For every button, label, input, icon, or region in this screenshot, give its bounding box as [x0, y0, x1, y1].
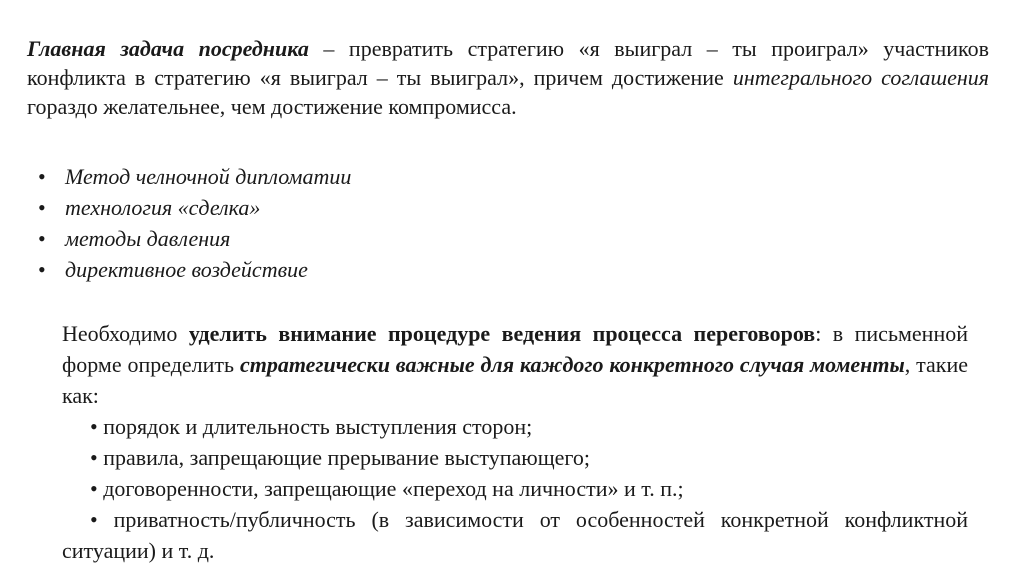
bullet-icon: • [38, 164, 46, 189]
procedure-item: • правила, запрещающие прерывание выступающего; [90, 445, 590, 470]
procedure-paragraph [62, 318, 968, 566]
procedure-bold: уделить внимание процедуре ведения процесса переговоров [188, 321, 816, 346]
intro-text-1: – превратить стратегию «я выиграл – ты проиграл» участников конфликта в стратегию «я выиграл – ты выиграл», причем достижение [27, 36, 989, 90]
intro-text-2: гораздо желательнее, чем достижение компромисса. [27, 94, 517, 119]
procedure-item: • приватность/публичность (в зависимости от особенностей конкретной конфликтной ситуации) и т. д. [62, 507, 968, 563]
list-item [38, 223, 351, 254]
procedure-text-1: Необходимо [62, 321, 189, 346]
procedure-text-2: : в письменной форме определить [62, 321, 968, 377]
list-item [38, 161, 351, 192]
method-label: методы давления [65, 226, 231, 251]
method-label: технология «сделка» [65, 195, 261, 220]
procedure-text-3: , такие как: [62, 352, 969, 408]
method-label: директивное воздействие [65, 257, 308, 282]
intro-term: Главная задача посредника [27, 36, 309, 61]
procedure-item: • договоренности, запрещающие «переход на личности» и т. п.; [90, 476, 684, 501]
list-item [38, 192, 351, 223]
bullet-icon: • [38, 257, 46, 282]
procedure-item: • порядок и длительность выступления сторон; [90, 414, 533, 439]
method-label: Метод челночной дипломатии [65, 164, 352, 189]
methods-list [38, 161, 351, 285]
intro-paragraph [27, 34, 989, 121]
procedure-bold-italic: стратегически важные для каждого конкретного случая моменты [239, 352, 905, 377]
bullet-icon: • [38, 195, 46, 220]
procedure-lead [62, 318, 968, 411]
bullet-icon: • [38, 226, 46, 251]
intro-term-2: интегрального соглашения [732, 65, 989, 90]
list-item [38, 254, 351, 285]
